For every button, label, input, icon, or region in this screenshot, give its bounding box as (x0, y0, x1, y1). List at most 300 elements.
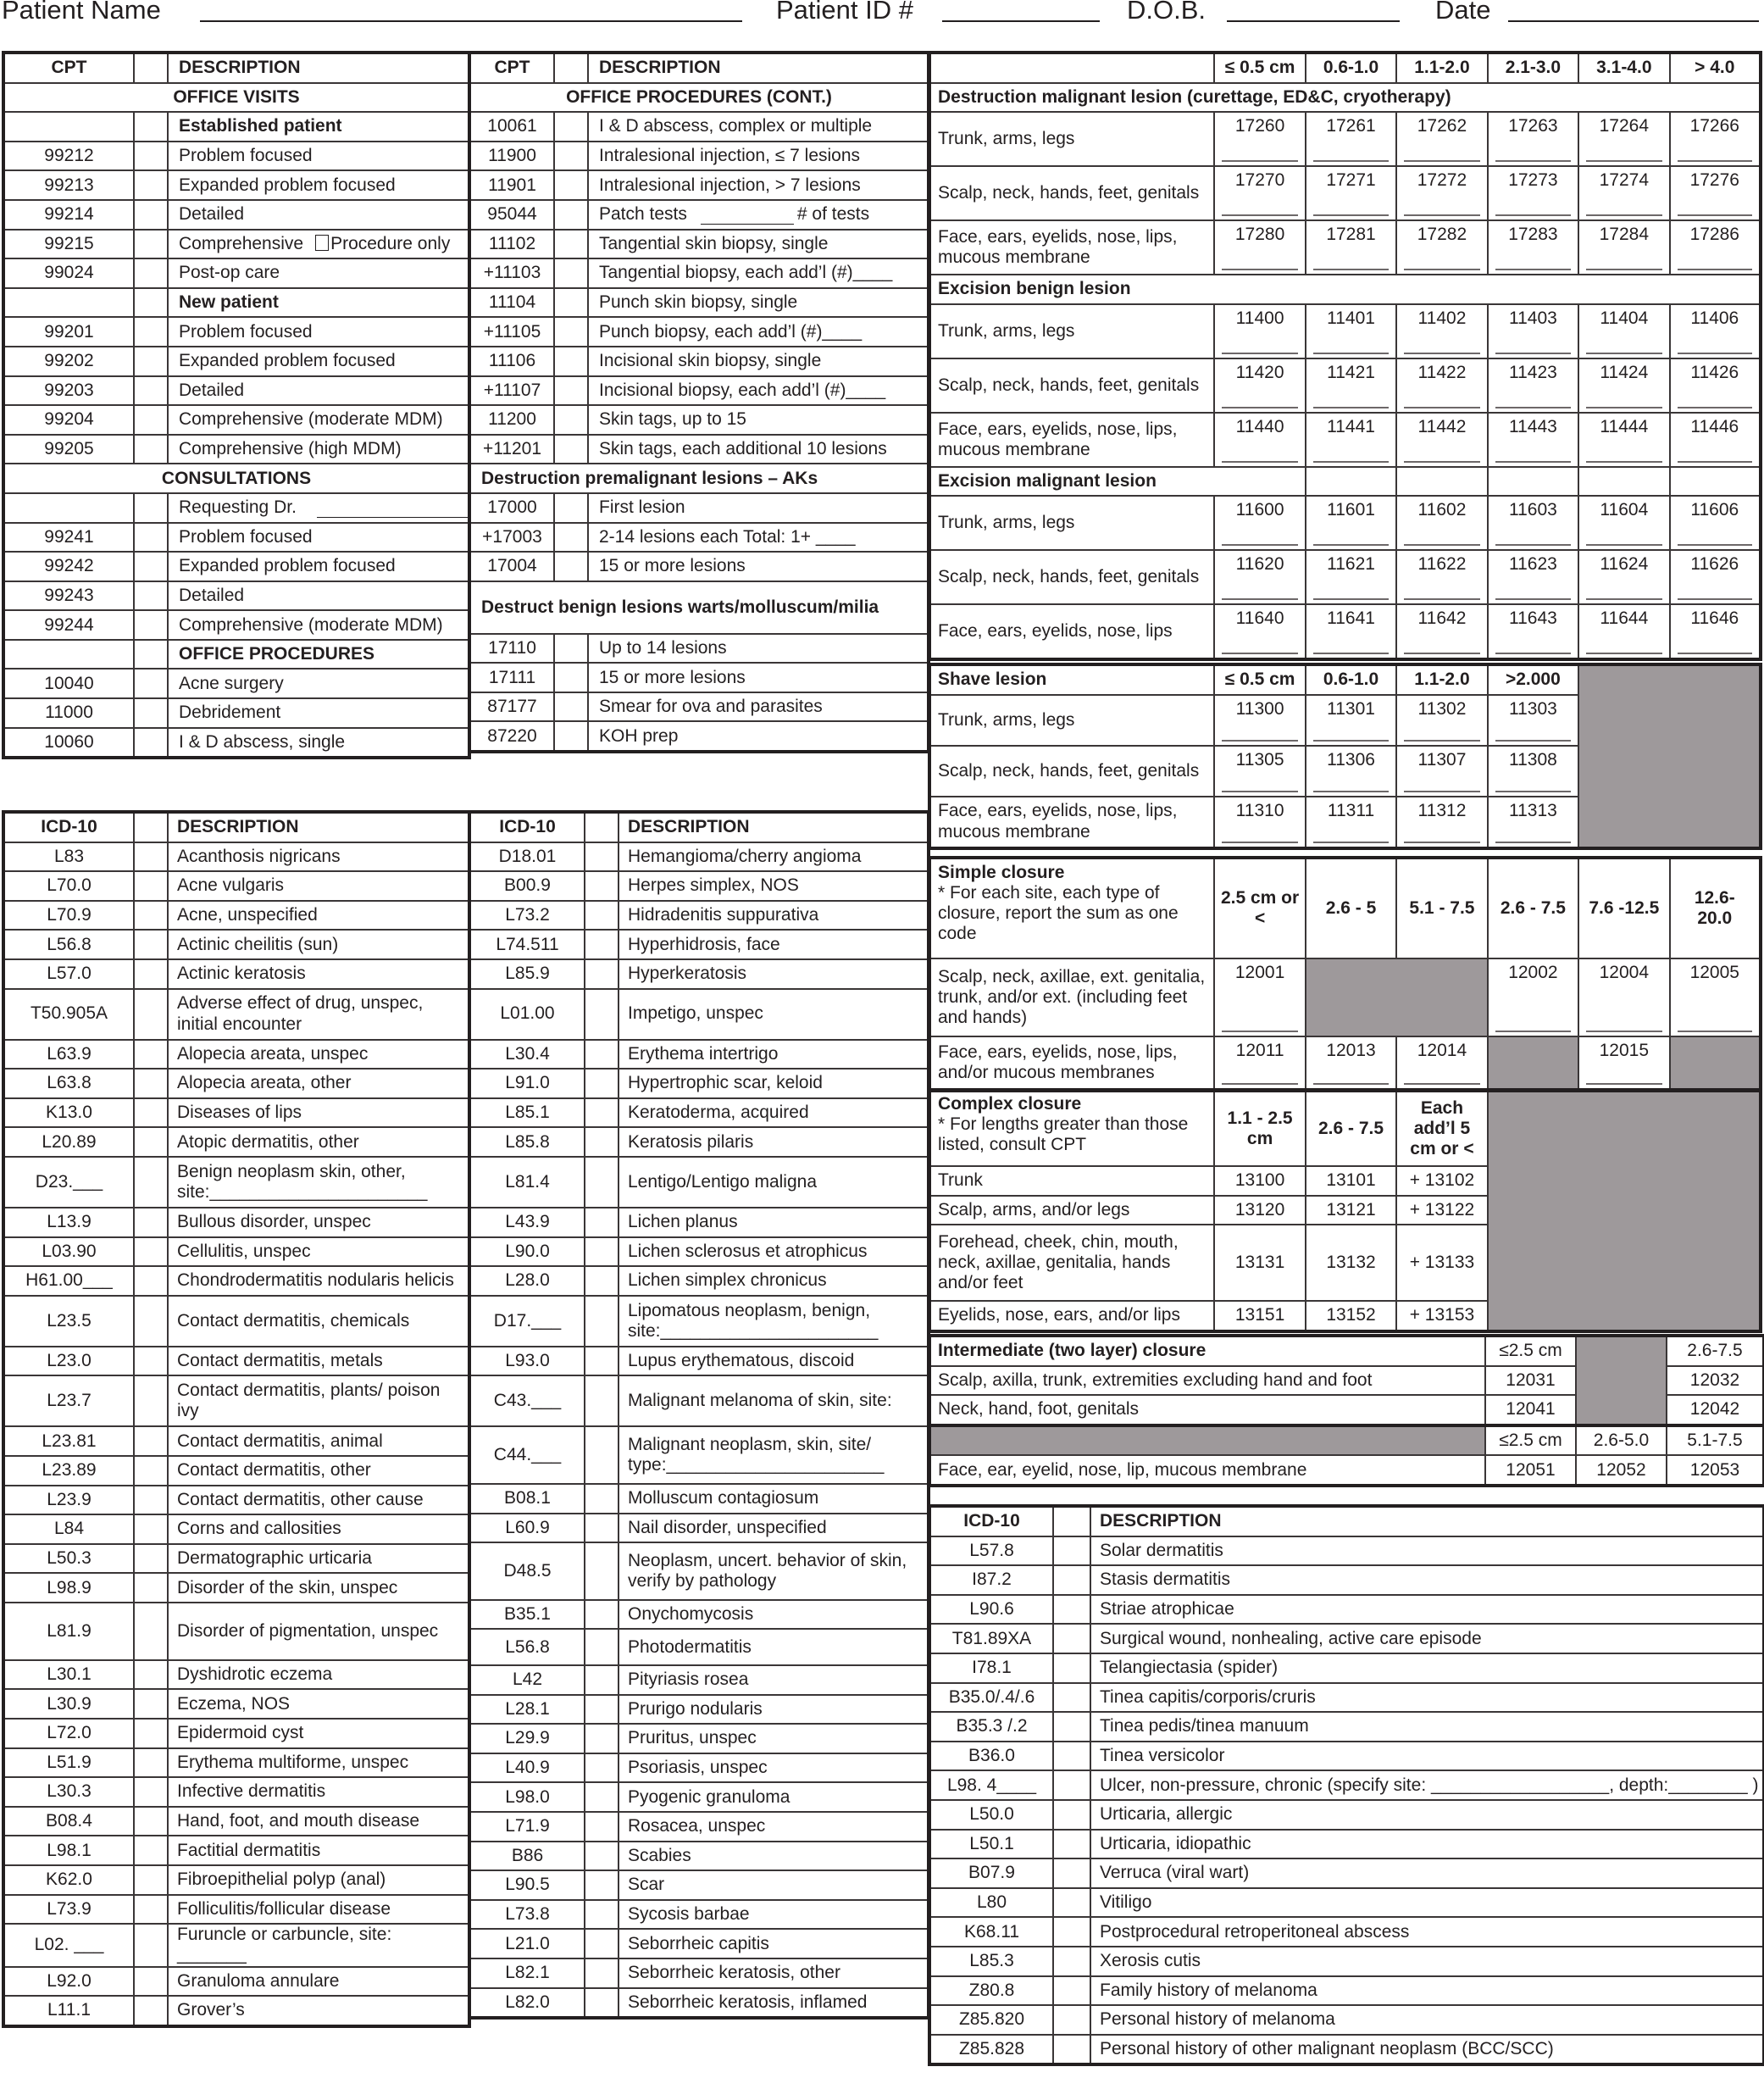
procedure-code-cell[interactable] (1214, 797, 1305, 848)
procedure-code-cell[interactable] (1578, 304, 1669, 358)
quantity-blank[interactable] (1586, 160, 1661, 162)
icd-select-cell[interactable] (585, 1929, 619, 1958)
quantity-blank[interactable] (1222, 740, 1297, 742)
icd-select-cell[interactable] (585, 989, 619, 1040)
procedure-code-cell[interactable] (1670, 304, 1761, 358)
cpt-select-cell[interactable] (554, 376, 588, 406)
procedure-code-cell[interactable] (1214, 166, 1305, 220)
quantity-blank[interactable] (1586, 598, 1661, 600)
procedure-code-cell[interactable] (1670, 112, 1761, 166)
cpt-select-cell[interactable] (554, 170, 588, 200)
quantity-blank[interactable] (1495, 598, 1571, 600)
procedure-code-cell[interactable] (1488, 304, 1578, 358)
quantity-blank[interactable] (1313, 214, 1389, 216)
cpt-select-cell[interactable] (134, 288, 168, 318)
quantity-blank[interactable] (1495, 407, 1571, 408)
icd-select-cell[interactable] (585, 1208, 619, 1237)
quantity-blank[interactable] (1586, 269, 1661, 270)
procedure-code-cell[interactable] (1396, 496, 1487, 550)
procedure-code-cell[interactable] (1396, 1036, 1487, 1090)
procedure-code-cell[interactable] (1488, 112, 1578, 166)
quantity-blank[interactable] (1495, 461, 1571, 463)
cpt-select-cell[interactable] (134, 669, 168, 698)
icd-select-cell[interactable] (1053, 1830, 1090, 1859)
procedure-code-cell[interactable] (1306, 112, 1396, 166)
icd-select-cell[interactable] (134, 1486, 168, 1515)
icd-select-cell[interactable] (585, 1988, 619, 2019)
procedure-code-cell[interactable] (1488, 604, 1578, 659)
quantity-blank[interactable] (1313, 740, 1389, 742)
icd-select-cell[interactable] (585, 959, 619, 989)
procedure-code-cell[interactable] (1578, 1036, 1669, 1090)
icd-select-cell[interactable] (1053, 1888, 1090, 1918)
procedure-code-cell[interactable]: 12041 (1485, 1395, 1576, 1425)
quantity-blank[interactable] (1678, 269, 1752, 270)
icd-select-cell[interactable] (585, 1753, 619, 1783)
icd-select-cell[interactable] (134, 1895, 168, 1925)
procedure-code-cell[interactable] (1396, 604, 1487, 659)
cpt-select-cell[interactable] (554, 288, 588, 318)
cpt-select-cell[interactable] (134, 698, 168, 728)
quantity-blank[interactable] (1404, 740, 1479, 742)
cpt-select-cell[interactable] (554, 112, 588, 142)
quantity-blank[interactable] (1404, 214, 1479, 216)
quantity-blank[interactable] (1222, 653, 1297, 654)
procedure-code-cell[interactable] (1306, 496, 1396, 550)
icd-select-cell[interactable] (134, 1347, 168, 1376)
procedure-code-cell[interactable] (1306, 166, 1396, 220)
procedure-code-cell[interactable]: 12051 (1485, 1455, 1576, 1486)
cpt-select-cell[interactable] (554, 552, 588, 581)
procedure-code-cell[interactable]: 12031 (1485, 1366, 1576, 1396)
patch-tests-count-field[interactable] (701, 208, 794, 225)
icd-select-cell[interactable] (134, 1237, 168, 1267)
cpt-select-cell[interactable] (134, 170, 168, 200)
procedure-code-cell[interactable] (1578, 112, 1669, 166)
cpt-select-cell[interactable] (554, 317, 588, 347)
icd-select-cell[interactable] (585, 930, 619, 959)
icd-select-cell[interactable] (134, 1069, 168, 1098)
quantity-blank[interactable] (1495, 160, 1571, 162)
quantity-blank[interactable] (1586, 1083, 1661, 1085)
icd-select-cell[interactable] (585, 1629, 619, 1665)
icd-select-cell[interactable] (134, 1996, 168, 2026)
procedure-code-cell[interactable] (1488, 358, 1578, 413)
icd-select-cell[interactable] (134, 1127, 168, 1157)
procedure-code-cell[interactable] (1214, 358, 1305, 413)
procedure-code-cell[interactable] (1214, 695, 1305, 746)
cpt-select-cell[interactable] (134, 523, 168, 553)
icd-select-cell[interactable] (134, 1836, 168, 1865)
procedure-code-cell[interactable] (1214, 550, 1305, 604)
procedure-code-cell[interactable]: 13100 (1214, 1166, 1305, 1196)
procedure-code-cell[interactable] (1488, 797, 1578, 848)
quantity-blank[interactable] (1404, 353, 1479, 354)
cpt-select-cell[interactable] (134, 317, 168, 347)
quantity-blank[interactable] (1495, 214, 1571, 216)
icd-select-cell[interactable] (1053, 2005, 1090, 2035)
procedure-code-cell[interactable] (1214, 112, 1305, 166)
cpt-select-cell[interactable] (554, 258, 588, 288)
cpt-select-cell[interactable] (134, 258, 168, 288)
procedure-code-cell[interactable]: + 13102 (1396, 1166, 1487, 1196)
icd-select-cell[interactable] (134, 1748, 168, 1778)
icd-select-cell[interactable] (134, 1865, 168, 1895)
cpt-select-cell[interactable] (134, 376, 168, 406)
quantity-blank[interactable] (1678, 407, 1752, 408)
icd-select-cell[interactable] (134, 1208, 168, 1237)
quantity-blank[interactable] (1678, 461, 1752, 463)
procedure-code-cell[interactable] (1214, 413, 1305, 467)
cpt-select-cell[interactable] (134, 581, 168, 611)
procedure-code-cell[interactable] (1306, 220, 1396, 275)
quantity-blank[interactable] (1313, 407, 1389, 408)
quantity-blank[interactable] (1586, 407, 1661, 408)
quantity-blank[interactable] (1222, 544, 1297, 546)
procedure-code-cell[interactable] (1396, 358, 1487, 413)
quantity-blank[interactable] (1495, 353, 1571, 354)
procedure-code-cell[interactable]: 13132 (1306, 1225, 1396, 1301)
icd-select-cell[interactable] (134, 1777, 168, 1807)
quantity-blank[interactable] (1678, 160, 1752, 162)
cpt-select-cell[interactable] (134, 200, 168, 230)
icd-select-cell[interactable] (585, 1514, 619, 1543)
quantity-blank[interactable] (1678, 598, 1752, 600)
procedure-code-cell[interactable] (1306, 358, 1396, 413)
procedure-code-cell[interactable] (1578, 604, 1669, 659)
procedure-code-cell[interactable] (1214, 304, 1305, 358)
icd-select-cell[interactable] (1053, 1976, 1090, 2006)
icd-select-cell[interactable] (585, 1724, 619, 1753)
icd-select-cell[interactable] (585, 1127, 619, 1157)
icd-select-cell[interactable] (585, 842, 619, 872)
cpt-select-cell[interactable] (134, 405, 168, 435)
procedure-code-cell[interactable] (1488, 958, 1578, 1036)
procedure-code-cell[interactable] (1488, 220, 1578, 275)
procedure-code-cell[interactable] (1670, 358, 1761, 413)
procedure-code-cell[interactable] (1670, 550, 1761, 604)
procedure-code-cell[interactable]: 12032 (1667, 1366, 1764, 1396)
cpt-select-cell[interactable] (554, 142, 588, 171)
icd-select-cell[interactable] (585, 901, 619, 931)
procedure-code-cell[interactable] (1578, 496, 1669, 550)
procedure-code-cell[interactable] (1306, 604, 1396, 659)
procedure-code-cell[interactable] (1578, 550, 1669, 604)
quantity-blank[interactable] (1313, 160, 1389, 162)
procedure-code-cell[interactable]: 13151 (1214, 1301, 1305, 1331)
quantity-blank[interactable] (1222, 1083, 1297, 1085)
icd-select-cell[interactable] (585, 1870, 619, 1900)
icd-select-cell[interactable] (1053, 1800, 1090, 1830)
cpt-select-cell[interactable] (554, 634, 588, 664)
icd-select-cell[interactable] (585, 1426, 619, 1484)
quantity-blank[interactable] (1495, 269, 1571, 270)
procedure-code-cell[interactable] (1396, 695, 1487, 746)
icd-select-cell[interactable] (1053, 1683, 1090, 1713)
quantity-blank[interactable] (1678, 1031, 1752, 1032)
procedure-code-cell[interactable]: 12053 (1667, 1455, 1764, 1486)
icd-select-cell[interactable] (134, 1573, 168, 1603)
procedure-code-cell[interactable] (1578, 358, 1669, 413)
icd-select-cell[interactable] (585, 1347, 619, 1376)
quantity-blank[interactable] (1222, 353, 1297, 354)
procedure-code-cell[interactable]: + 13133 (1396, 1225, 1487, 1301)
quantity-blank[interactable] (1586, 544, 1661, 546)
quantity-blank[interactable] (1586, 1031, 1661, 1032)
icd-select-cell[interactable] (585, 1098, 619, 1128)
cpt-select-cell[interactable] (554, 230, 588, 259)
cpt-select-cell[interactable] (134, 610, 168, 640)
icd-select-cell[interactable] (134, 1157, 168, 1208)
procedure-code-cell[interactable] (1488, 746, 1578, 797)
procedure-code-cell[interactable] (1214, 604, 1305, 659)
quantity-blank[interactable] (1678, 214, 1752, 216)
quantity-blank[interactable] (1404, 653, 1479, 654)
procedure-code-cell[interactable] (1396, 550, 1487, 604)
procedure-code-cell[interactable] (1396, 304, 1487, 358)
quantity-blank[interactable] (1495, 653, 1571, 654)
icd-select-cell[interactable] (585, 1375, 619, 1426)
procedure-code-cell[interactable] (1396, 413, 1487, 467)
icd-select-cell[interactable] (134, 842, 168, 872)
quantity-blank[interactable] (1313, 461, 1389, 463)
icd-select-cell[interactable] (134, 1296, 168, 1347)
quantity-blank[interactable] (1404, 791, 1479, 792)
icd-select-cell[interactable] (585, 1600, 619, 1630)
icd-select-cell[interactable] (585, 1237, 619, 1267)
cpt-select-cell[interactable] (554, 663, 588, 692)
procedure-code-cell[interactable] (1306, 304, 1396, 358)
procedure-code-cell[interactable]: + 13122 (1396, 1196, 1487, 1225)
cpt-select-cell[interactable] (554, 721, 588, 752)
cpt-select-cell[interactable] (554, 435, 588, 464)
cpt-select-cell[interactable] (134, 435, 168, 464)
quantity-blank[interactable] (1313, 353, 1389, 354)
icd-select-cell[interactable] (134, 871, 168, 901)
procedure-code-cell[interactable] (1214, 496, 1305, 550)
quantity-blank[interactable] (1404, 544, 1479, 546)
quantity-blank[interactable] (1222, 791, 1297, 792)
icd-select-cell[interactable] (585, 1542, 619, 1600)
icd-select-cell[interactable] (134, 901, 168, 931)
icd-select-cell[interactable] (585, 1040, 619, 1070)
procedure-code-cell[interactable] (1488, 166, 1578, 220)
quantity-blank[interactable] (1495, 544, 1571, 546)
quantity-blank[interactable] (1222, 269, 1297, 270)
quantity-blank[interactable] (1678, 353, 1752, 354)
procedure-code-cell[interactable] (1306, 695, 1396, 746)
icd-select-cell[interactable] (585, 1900, 619, 1930)
quantity-blank[interactable] (1313, 791, 1389, 792)
cpt-select-cell[interactable] (134, 142, 168, 171)
cpt-select-cell[interactable] (134, 493, 168, 523)
procedure-code-cell[interactable] (1396, 166, 1487, 220)
procedure-code-cell[interactable] (1396, 112, 1487, 166)
procedure-code-cell[interactable] (1214, 958, 1305, 1036)
quantity-blank[interactable] (1495, 1031, 1571, 1032)
quantity-blank[interactable] (1404, 598, 1479, 600)
procedure-code-cell[interactable] (1488, 550, 1578, 604)
quantity-blank[interactable] (1222, 407, 1297, 408)
quantity-blank[interactable] (1404, 461, 1479, 463)
icd-select-cell[interactable] (134, 1040, 168, 1070)
procedure-code-cell[interactable] (1578, 958, 1669, 1036)
procedure-code-cell[interactable]: + 13153 (1396, 1301, 1487, 1331)
quantity-blank[interactable] (1222, 598, 1297, 600)
procedure-code-cell[interactable]: 12052 (1576, 1455, 1667, 1486)
icd-select-cell[interactable] (585, 1782, 619, 1812)
procedure-code-cell[interactable] (1214, 220, 1305, 275)
icd-select-cell[interactable] (1053, 1595, 1090, 1625)
quantity-blank[interactable] (1313, 1083, 1389, 1085)
icd-select-cell[interactable] (1053, 1947, 1090, 1976)
icd-select-cell[interactable] (134, 1924, 168, 1966)
procedure-code-cell[interactable] (1306, 550, 1396, 604)
icd-select-cell[interactable] (585, 1069, 619, 1098)
procedure-code-cell[interactable] (1578, 220, 1669, 275)
procedure-code-cell[interactable] (1488, 695, 1578, 746)
cpt-select-cell[interactable] (134, 347, 168, 376)
icd-select-cell[interactable] (134, 1544, 168, 1574)
icd-select-cell[interactable] (134, 1456, 168, 1486)
procedure-code-cell[interactable] (1396, 797, 1487, 848)
cpt-select-cell[interactable] (134, 640, 168, 669)
quantity-blank[interactable] (1586, 353, 1661, 354)
procedure-code-cell[interactable]: 13131 (1214, 1225, 1305, 1301)
procedure-code-cell[interactable] (1488, 413, 1578, 467)
quantity-blank[interactable] (1586, 461, 1661, 463)
icd-select-cell[interactable] (134, 1660, 168, 1690)
icd-select-cell[interactable] (585, 1157, 619, 1208)
quantity-blank[interactable] (1678, 653, 1752, 654)
procedure-code-cell[interactable]: 13120 (1214, 1196, 1305, 1225)
quantity-blank[interactable] (1222, 461, 1297, 463)
quantity-blank[interactable] (1586, 653, 1661, 654)
dob-field[interactable] (1227, 20, 1400, 22)
quantity-blank[interactable] (1313, 598, 1389, 600)
date-field[interactable] (1508, 20, 1759, 22)
quantity-blank[interactable] (1586, 214, 1661, 216)
procedure-code-cell[interactable] (1306, 797, 1396, 848)
quantity-blank[interactable] (1404, 160, 1479, 162)
icd-select-cell[interactable] (1053, 1712, 1090, 1742)
icd-select-cell[interactable] (134, 930, 168, 959)
quantity-blank[interactable] (1404, 407, 1479, 408)
icd-select-cell[interactable] (1053, 1536, 1090, 1566)
procedure-code-cell[interactable] (1488, 496, 1578, 550)
icd-select-cell[interactable] (585, 1812, 619, 1842)
icd-select-cell[interactable] (585, 1695, 619, 1725)
icd-select-cell[interactable] (585, 871, 619, 901)
procedure-code-cell[interactable] (1670, 413, 1761, 467)
quantity-blank[interactable] (1495, 842, 1571, 843)
icd-select-cell[interactable] (134, 989, 168, 1040)
icd-select-cell[interactable] (134, 1603, 168, 1660)
icd-select-cell[interactable] (585, 1296, 619, 1347)
icd-select-cell[interactable] (134, 1375, 168, 1426)
procedure-code-cell[interactable] (1670, 220, 1761, 275)
icd-select-cell[interactable] (134, 1967, 168, 1997)
quantity-blank[interactable] (1313, 544, 1389, 546)
icd-select-cell[interactable] (134, 1514, 168, 1544)
icd-select-cell[interactable] (585, 1484, 619, 1514)
icd-select-cell[interactable] (585, 1665, 619, 1695)
procedure-code-cell[interactable] (1214, 746, 1305, 797)
cpt-select-cell[interactable] (554, 523, 588, 553)
icd-select-cell[interactable] (585, 1958, 619, 1988)
procedure-code-cell[interactable] (1578, 166, 1669, 220)
icd-select-cell[interactable] (1053, 2035, 1090, 2065)
quantity-blank[interactable] (1222, 214, 1297, 216)
cpt-select-cell[interactable] (134, 728, 168, 758)
icd-select-cell[interactable] (1053, 1565, 1090, 1595)
cpt-select-cell[interactable] (554, 405, 588, 435)
procedure-code-cell[interactable] (1214, 1036, 1305, 1090)
icd-select-cell[interactable] (134, 959, 168, 989)
quantity-blank[interactable] (1313, 653, 1389, 654)
icd-select-cell[interactable] (134, 1719, 168, 1748)
quantity-blank[interactable] (1495, 740, 1571, 742)
procedure-code-cell[interactable] (1396, 746, 1487, 797)
patient-name-field[interactable] (200, 20, 742, 22)
icd-select-cell[interactable] (1053, 1858, 1090, 1888)
icd-select-cell[interactable] (134, 1807, 168, 1836)
icd-select-cell[interactable] (1053, 1917, 1090, 1947)
icd-select-cell[interactable] (585, 1842, 619, 1871)
quantity-blank[interactable] (1404, 269, 1479, 270)
procedure-code-cell[interactable] (1306, 1036, 1396, 1090)
procedure-code-cell[interactable] (1670, 166, 1761, 220)
icd-select-cell[interactable] (1053, 1770, 1090, 1800)
cpt-select-cell[interactable] (554, 200, 588, 230)
quantity-blank[interactable] (1404, 842, 1479, 843)
procedure-code-cell[interactable] (1306, 746, 1396, 797)
cpt-select-cell[interactable] (554, 692, 588, 722)
procedure-code-cell[interactable] (1578, 413, 1669, 467)
quantity-blank[interactable] (1404, 1083, 1479, 1085)
requesting-dr-field[interactable] (317, 502, 469, 518)
procedure-code-cell[interactable] (1670, 496, 1761, 550)
quantity-blank[interactable] (1222, 160, 1297, 162)
procedure-code-cell[interactable] (1670, 958, 1761, 1036)
procedure-code-cell[interactable] (1670, 604, 1761, 659)
icd-select-cell[interactable] (134, 1426, 168, 1456)
icd-select-cell[interactable] (1053, 1624, 1090, 1653)
procedure-code-cell[interactable]: 13152 (1306, 1301, 1396, 1331)
quantity-blank[interactable] (1313, 842, 1389, 843)
icd-select-cell[interactable] (1053, 1742, 1090, 1771)
icd-select-cell[interactable] (134, 1689, 168, 1719)
quantity-blank[interactable] (1222, 842, 1297, 843)
quantity-blank[interactable] (1222, 1031, 1297, 1032)
icd-select-cell[interactable] (585, 1266, 619, 1296)
procedure-code-cell[interactable] (1306, 413, 1396, 467)
icd-select-cell[interactable] (134, 1098, 168, 1128)
cpt-select-cell[interactable] (134, 112, 168, 142)
procedure-only-checkbox[interactable] (315, 235, 329, 251)
quantity-blank[interactable] (1313, 269, 1389, 270)
procedure-code-cell[interactable]: 12042 (1667, 1395, 1764, 1425)
icd-select-cell[interactable] (134, 1266, 168, 1296)
cpt-select-cell[interactable] (554, 347, 588, 376)
cpt-select-cell[interactable] (134, 552, 168, 581)
patient-id-field[interactable] (942, 20, 1100, 22)
procedure-code-cell[interactable]: 13121 (1306, 1196, 1396, 1225)
icd-select-cell[interactable] (1053, 1653, 1090, 1683)
cpt-select-cell[interactable] (554, 493, 588, 523)
procedure-code-cell[interactable] (1396, 220, 1487, 275)
procedure-code-cell[interactable]: 13101 (1306, 1166, 1396, 1196)
